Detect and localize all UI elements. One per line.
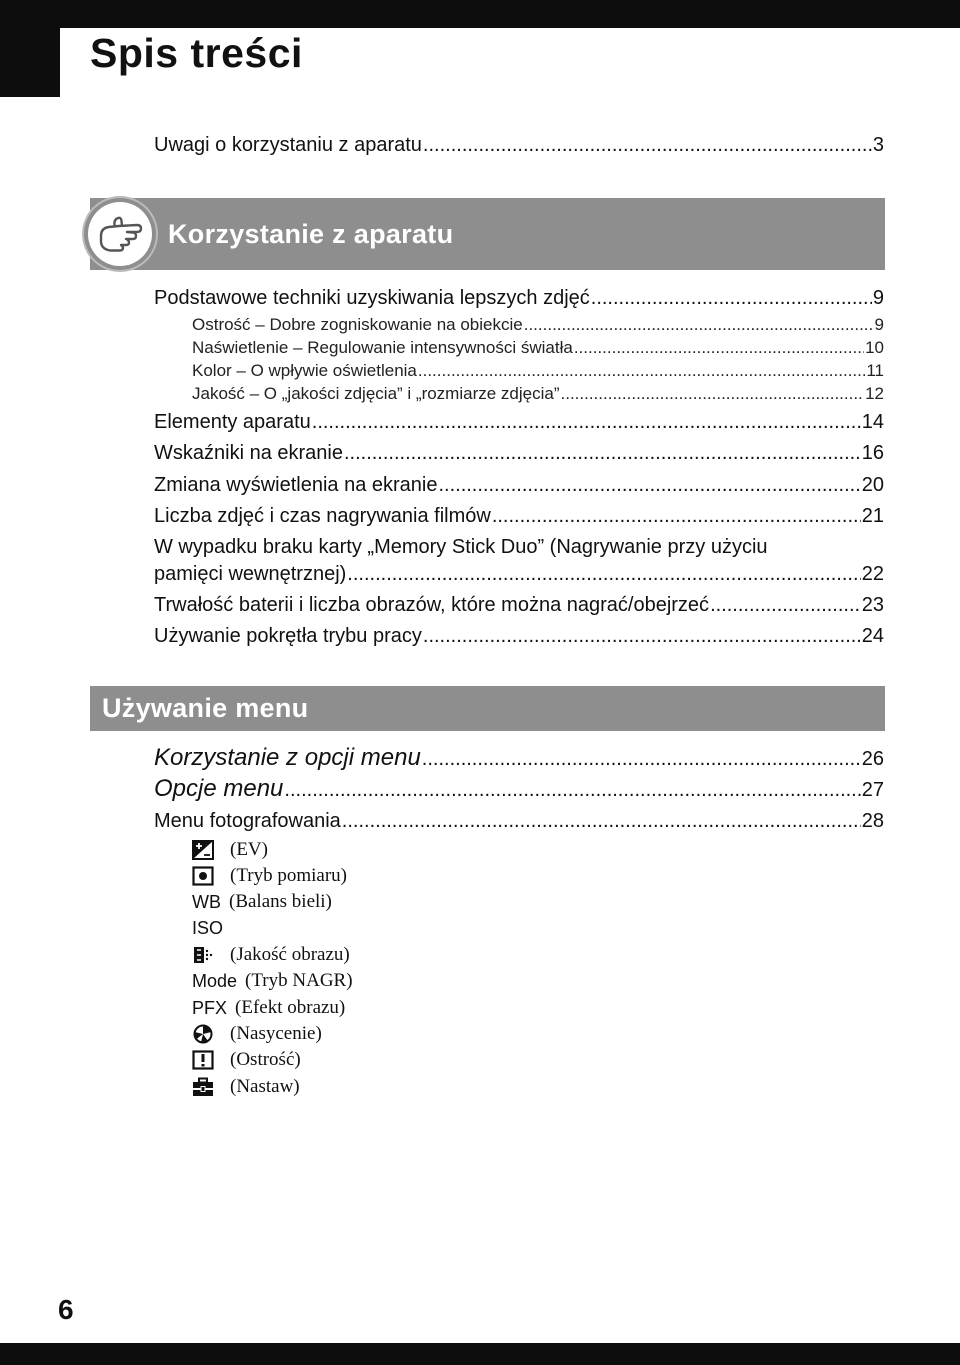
item-text: (Nasycenie) (230, 1023, 322, 1044)
toc-page: 16 (861, 442, 884, 464)
toc-page: 14 (861, 411, 884, 433)
menu-item-pfx[interactable] (192, 997, 345, 1019)
leader-dots (342, 810, 861, 832)
item-text: (Ostrość) (230, 1049, 301, 1070)
setup-toolbox-icon (192, 1077, 214, 1097)
leader-dots (561, 385, 865, 404)
toc-label: Menu fotografowania (154, 810, 341, 832)
toc-line[interactable] (154, 411, 884, 433)
corner-tab (0, 0, 60, 97)
pointing-hand-icon (88, 202, 152, 266)
item-text: (EV) (230, 839, 268, 860)
toc-label: pamięci wewnętrznej) (154, 563, 347, 585)
toc-line-wrapped-label[interactable]: W wypadku braku karty „Memory Stick Duo” (Nagrywanie przy użyciu (154, 536, 768, 558)
item-text: (Tryb pomiaru) (230, 865, 347, 886)
toc-page: 23 (861, 594, 884, 616)
leader-dots (423, 134, 872, 156)
toc-page: 12 (865, 384, 884, 403)
leader-dots (344, 442, 861, 464)
image-quality-icon (192, 945, 214, 965)
leader-dots (423, 625, 861, 647)
toc-page: 24 (861, 625, 884, 647)
menu-item-quality[interactable] (192, 944, 350, 966)
toc-line[interactable] (154, 625, 884, 647)
toc-page: 3 (872, 134, 884, 156)
toc-page: 27 (861, 779, 884, 801)
item-lead: ISO (192, 918, 224, 938)
menu-item-saturation[interactable] (192, 1023, 322, 1045)
menu-item-iso[interactable] (192, 918, 231, 939)
sharpness-icon (192, 1050, 214, 1070)
bottom-rule (0, 1343, 960, 1365)
toc-label: Wskaźniki na ekranie (154, 442, 343, 464)
toc-line[interactable] (154, 776, 884, 802)
toc-page: 26 (861, 748, 884, 770)
toc-line[interactable] (154, 594, 884, 616)
toc-line[interactable] (192, 385, 884, 404)
leader-dots (710, 594, 861, 616)
leader-dots (438, 474, 860, 496)
menu-item-sharpness[interactable] (192, 1049, 301, 1071)
leader-dots (422, 748, 861, 770)
menu-item-wb[interactable] (192, 891, 332, 913)
toc-line[interactable] (154, 442, 884, 464)
toc-page: 22 (861, 563, 884, 585)
toc-label: Korzystanie z opcji menu (154, 744, 421, 771)
toc-label: Elementy aparatu (154, 411, 311, 433)
toc-line[interactable] (154, 505, 884, 527)
page-number: 6 (58, 1294, 74, 1325)
leader-dots (574, 339, 864, 358)
toc-label: Naświetlenie – Regulowanie intensywności światła (192, 338, 573, 357)
leader-dots (347, 563, 860, 585)
leader-dots (524, 316, 874, 335)
page-title: Spis treści (90, 30, 303, 76)
toc-label: Podstawowe techniki uzyskiwania lepszych zdjęć (154, 287, 590, 309)
leader-dots (284, 779, 860, 801)
menu-item-metering[interactable] (192, 865, 347, 887)
metering-spot-icon (192, 866, 214, 886)
toc-line[interactable] (192, 316, 884, 335)
toc-page: 9 (874, 315, 884, 334)
item-lead: WB (192, 891, 221, 912)
toc-page: 11 (866, 361, 884, 380)
toc-page: 9 (872, 287, 884, 309)
leader-dots (312, 411, 861, 433)
section-title: Używanie menu (102, 693, 309, 723)
section-title: Korzystanie z aparatu (168, 218, 454, 249)
leader-dots (418, 362, 865, 381)
exposure-compensation-icon (192, 840, 214, 860)
item-text: (Jakość obrazu) (230, 944, 350, 965)
toc-label: Kolor – O wpływie oświetlenia (192, 361, 417, 380)
section-header-uzywanie-menu (90, 686, 885, 731)
toc-line[interactable] (154, 810, 884, 832)
toc-line[interactable] (192, 339, 884, 358)
menu-item-mode[interactable] (192, 970, 353, 992)
section-header-korzystanie (90, 198, 885, 270)
leader-dots (591, 287, 872, 309)
item-text: (Nastaw) (230, 1076, 300, 1097)
menu-item-setup[interactable] (192, 1076, 300, 1098)
menu-item-ev[interactable] (192, 839, 268, 861)
toc-page: 20 (861, 474, 884, 496)
toc-label: Liczba zdjęć i czas nagrywania filmów (154, 505, 491, 527)
toc-line[interactable] (154, 287, 884, 309)
toc-line-intro[interactable] (154, 134, 884, 156)
toc-page: 10 (865, 338, 884, 357)
leader-dots (492, 505, 861, 527)
toc-label: Ostrość – Dobre zogniskowanie na obiekcie (192, 315, 523, 334)
item-text: (Efekt obrazu) (235, 997, 346, 1018)
item-lead: Mode (192, 970, 238, 991)
toc-page: 21 (861, 505, 884, 527)
toc-label: Uwagi o korzystaniu z aparatu (154, 134, 422, 156)
item-text: (Balans bieli) (229, 891, 332, 912)
toc-label: Jakość – O „jakości zdjęcia” i „rozmiarze zdjęcia” (192, 384, 560, 403)
toc-page: 28 (861, 810, 884, 832)
toc-line[interactable] (154, 745, 884, 771)
toc-label: Używanie pokrętła trybu pracy (154, 625, 422, 647)
toc-line[interactable] (154, 474, 884, 496)
toc-label: Trwałość baterii i liczba obrazów, które można nagrać/obejrzeć (154, 594, 710, 616)
toc-label: Opcje menu (154, 775, 284, 802)
item-lead: PFX (192, 997, 228, 1018)
toc-label: Zmiana wyświetlenia na ekranie (154, 474, 438, 496)
toc-line[interactable] (154, 563, 884, 585)
saturation-icon (192, 1024, 214, 1044)
item-text: (Tryb NAGR) (245, 970, 353, 991)
toc-line[interactable] (192, 362, 884, 381)
top-rule (60, 0, 960, 28)
